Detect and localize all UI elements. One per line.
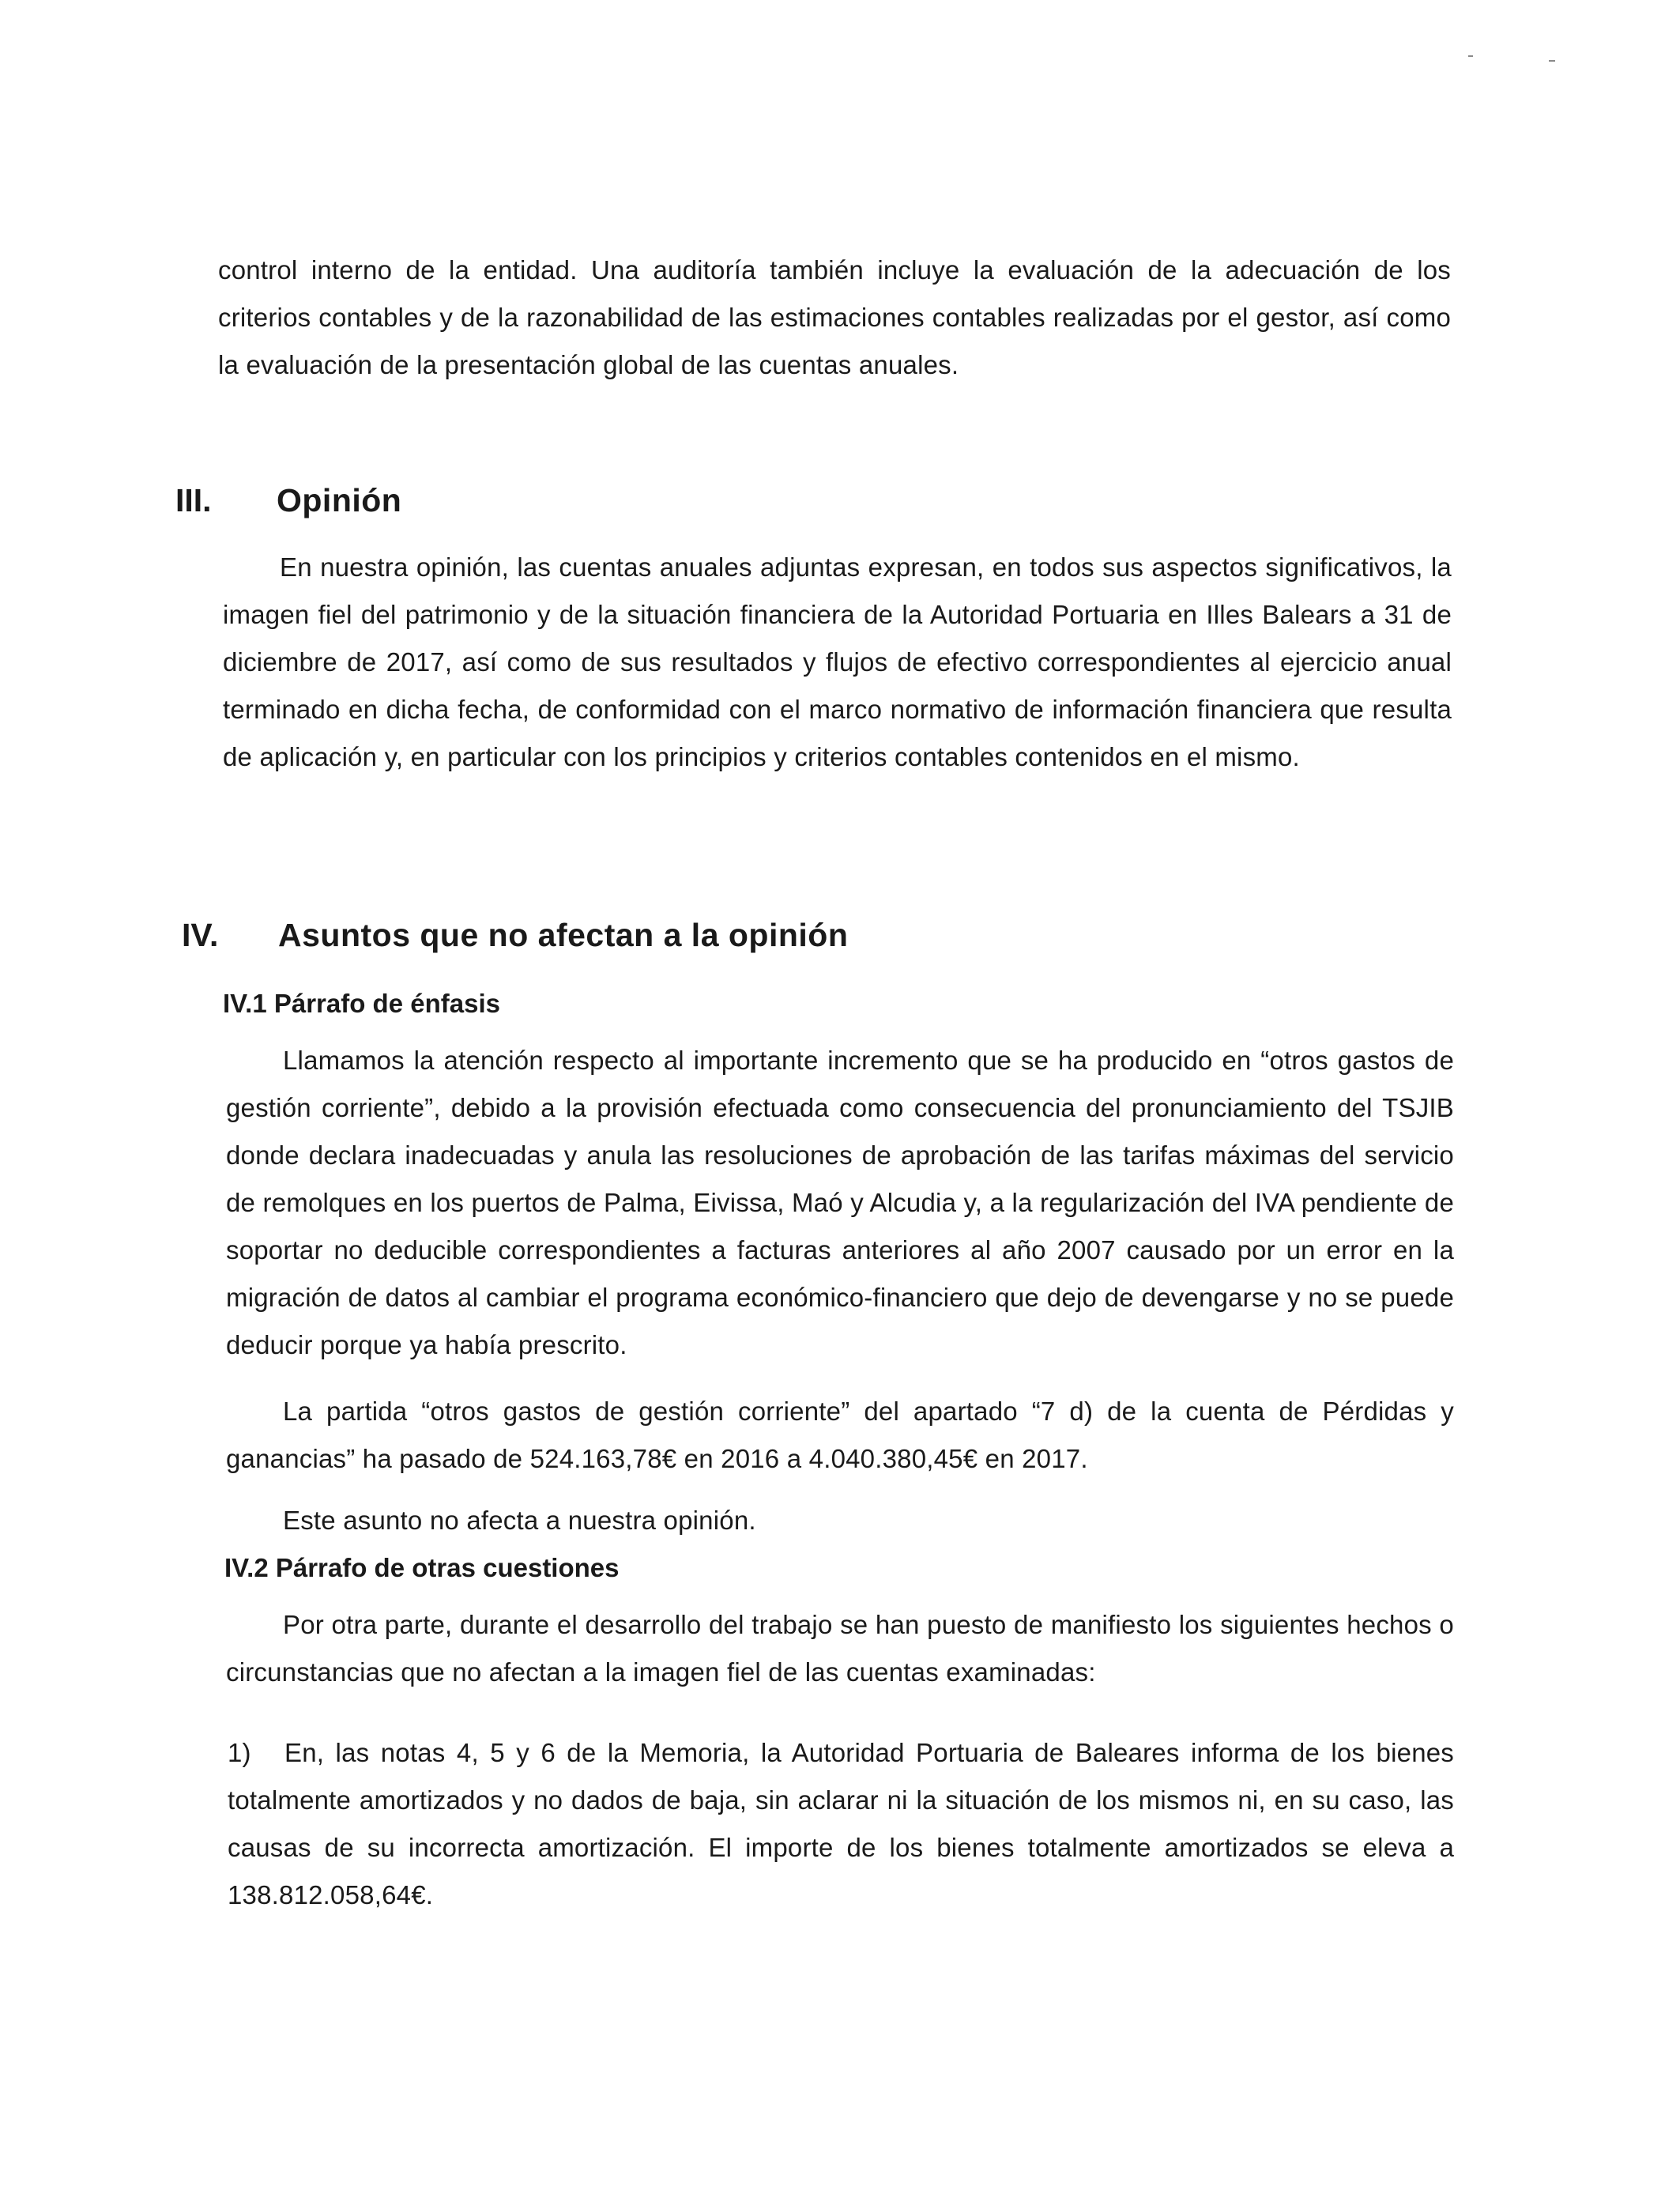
section-4-number: IV.	[182, 917, 219, 953]
scan-speck	[1468, 55, 1473, 57]
other-matters-paragraph: Por otra parte, durante el desarrollo del trabajo se han puesto de manifiesto los siguientes hechos o circunstancias que no afectan a la imagen fiel de las cuentas examinadas:	[226, 1610, 1454, 1687]
emphasis-paragraph: Llamamos la atención respecto al importante incremento que se ha producido en “otros gastos de gestión corriente”, debido a la provisión efectuada como consecuencia del pronunciamiento del TSJIB donde declara inadecuadas y anula las resoluciones de aprobación de las tarifas máximas del servicio de remolques en los puertos de Palma, Eivissa, Maó y Alcudia y, a la regularización del IVA pendiente de soportar no deducible correspondientes a facturas anteriores al año 2007 causado por un error en la migración de datos al cambiar el programa económico-financiero que dejo de devengarse y no se puede deducir porque ya había prescrito.	[226, 1046, 1454, 1359]
section-3-paragraph: En nuestra opinión, las cuentas anuales adjuntas expresan, en todos sus aspectos significativos, la imagen fiel del patrimonio y de la situación financiera de la Autoridad Portuaria en Illes Balears a 31 de diciembre de 2017, así como de sus resultados y flujos de efectivo correspondientes al ejercicio anual terminado en dicha fecha, de conformidad con el marco normativo de información financiera que resulta de aplicación y, en particular con los principios y criterios contables contenidos en el mismo.	[223, 552, 1452, 771]
subsection-4-1-title: IV.1 Párrafo de énfasis	[223, 989, 500, 1018]
section-4-title: Asuntos que no afectan a la opinión	[278, 917, 849, 953]
expense-paragraph: La partida “otros gastos de gestión corriente” del apartado “7 d) de la cuenta de Pérdidas y ganancias” ha pasado de 524.163,78€ en 2016 a 4.040.380,45€ en 2017.	[226, 1397, 1454, 1473]
list-item-1-text: En, las notas 4, 5 y 6 de la Memoria, la Autoridad Portuaria de Baleares informa de los bienes totalmente amortizados y no dados de baja, sin aclarar ni la situación de los mismos ni, en su caso, las causas de su incorrecta amortización. El importe de los bienes totalmente amortizados se eleva a 138.812.058,64€.	[228, 1738, 1454, 1909]
intro-paragraph: control interno de la entidad. Una auditoría también incluye la evaluación de la adecuación de los criterios contables y de la razonabilidad de las estimaciones contables realizadas por el gestor, así como la evaluación de la presentación global de las cuentas anuales.	[218, 255, 1451, 379]
list-item-1-number: 1)	[228, 1738, 251, 1767]
subsection-4-2-title: IV.2 Párrafo de otras cuestiones	[224, 1553, 620, 1582]
no-effect-paragraph: Este asunto no afecta a nuestra opinión.	[283, 1506, 756, 1535]
scan-speck	[1549, 60, 1555, 62]
section-3-title: Opinión	[277, 482, 402, 518]
list-item-1	[228, 1729, 1454, 1919]
section-3-number: III.	[175, 482, 212, 518]
